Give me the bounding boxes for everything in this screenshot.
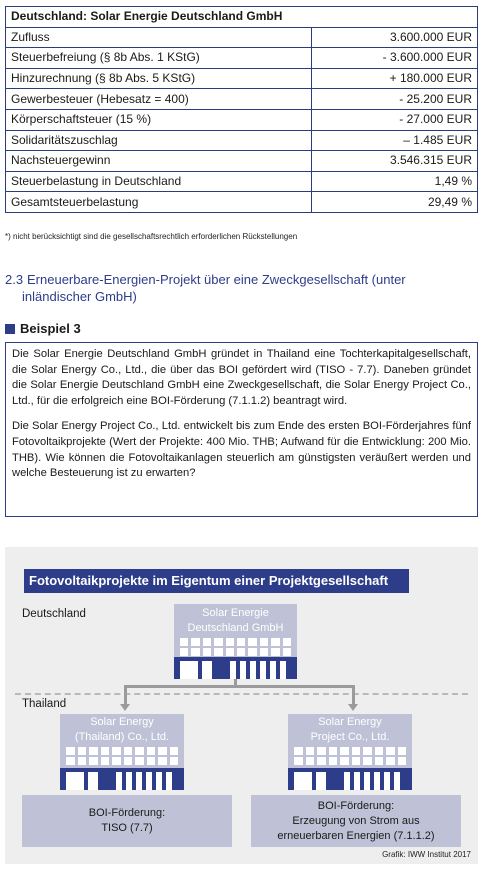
- section-title: [5, 271, 475, 305]
- row-value: - 3.600.000 EUR: [312, 48, 478, 69]
- row-label: Nachsteuergewinn: [6, 151, 312, 172]
- boi-left-line1: BOI-Förderung:: [88, 807, 166, 819]
- table-row: [6, 130, 478, 151]
- example-heading-text: Beispiel 3: [20, 321, 81, 336]
- row-label: Körperschaftsteuer (15 %): [6, 109, 312, 130]
- row-label: Gesamtsteuerbelastung: [6, 192, 312, 213]
- connector-line: [124, 685, 354, 688]
- arrow-down-icon: [120, 704, 130, 711]
- table-row: [6, 68, 478, 89]
- country-label-germany: Deutschland: [22, 608, 86, 620]
- example-heading: [5, 321, 81, 336]
- boi-box-left: [22, 795, 232, 847]
- boi-box-right: [251, 795, 461, 847]
- row-label: Zufluss: [6, 27, 312, 48]
- table-row: [6, 27, 478, 48]
- row-value: - 27.000 EUR: [312, 109, 478, 130]
- parent-company-name-2: Deutschland GmbH: [187, 622, 284, 634]
- table-header-row: [6, 7, 478, 28]
- row-value: – 1.485 EUR: [312, 130, 478, 151]
- section-title-line2: inländischer GmbH): [22, 289, 137, 304]
- building-base: [288, 768, 412, 790]
- row-value: - 25.200 EUR: [312, 89, 478, 110]
- example-paragraph-1: Die Solar Energie Deutschland GmbH gründet in Thailand eine Tochterkapitalgesellschaft, die Solar Energy Co., Ltd., die über das BOI gefördert wird (TISO - 7.7). Daneben gründet die Solar Energie Deutschland GmbH eine Zweckgesellschaft, die Solar Energy Project Co., Ltd., für die erfolgreich eine BOI-Förderung (7.1.1.2) beantragt wird.: [12, 348, 471, 407]
- row-label: Solidaritätszuschlag: [6, 130, 312, 151]
- boi-right-line2: Erzeugung von Strom aus: [292, 814, 420, 827]
- subsidiary-left-building-icon: [60, 714, 184, 790]
- boi-left-line2: TISO (7.7): [101, 822, 153, 834]
- diagram-title: Fotovoltaikprojekte im Eigentum einer Projektgesellschaft: [24, 569, 409, 593]
- table-row: [6, 171, 478, 192]
- footnote: *) nicht berücksichtigt sind die gesellschaftsrechtlich erforderlichen Rückstellungen: [5, 232, 298, 241]
- table-row: [6, 48, 478, 69]
- table-row: [6, 151, 478, 172]
- row-label: Steuerbelastung in Deutschland: [6, 171, 312, 192]
- building-base: [60, 768, 184, 790]
- example-box: [5, 342, 478, 517]
- subsidiary-right-name-2: Project Co., Ltd.: [310, 731, 390, 743]
- row-value: 3.546.315 EUR: [312, 151, 478, 172]
- windows: [180, 638, 291, 656]
- row-label: Steuerbefreiung (§ 8b Abs. 1 KStG): [6, 48, 312, 69]
- table-header: Deutschland: Solar Energie Deutschland GmbH: [6, 7, 478, 28]
- boi-right-line1: BOI-Förderung:: [317, 799, 395, 812]
- table-row: [6, 109, 478, 130]
- square-bullet-icon: [5, 324, 15, 334]
- windows: [66, 747, 178, 765]
- diagram-credit: Grafik: IWW Institut 2017: [382, 850, 471, 859]
- connector-line: [124, 685, 127, 705]
- arrow-down-icon: [348, 704, 358, 711]
- boi-right-line3: erneuerbaren Energien (7.1.1.2): [277, 829, 435, 842]
- connector-line: [352, 685, 355, 705]
- windows: [294, 747, 406, 765]
- parent-company-name-1: Solar Energie: [202, 607, 269, 619]
- tax-table: [5, 6, 478, 213]
- table-row: [6, 89, 478, 110]
- row-label: Gewerbesteuer (Hebesatz = 400): [6, 89, 312, 110]
- structure-diagram: [5, 547, 478, 864]
- section-title-line1: Erneuerbare-Energien-Projekt über eine Zweckgesellschaft (unter: [27, 272, 406, 287]
- border-divider: [15, 693, 468, 695]
- section-number: 2.3: [5, 272, 24, 287]
- building-base: [174, 657, 297, 679]
- subsidiary-left-name-2: (Thailand) Co., Ltd.: [74, 731, 170, 743]
- row-value: 1,49 %: [312, 171, 478, 192]
- country-label-thailand: Thailand: [22, 698, 67, 710]
- subsidiary-right-building-icon: [288, 714, 412, 790]
- table-row: [6, 192, 478, 213]
- subsidiary-left-name-1: Solar Energy: [90, 716, 154, 728]
- row-value: 3.600.000 EUR: [312, 27, 478, 48]
- row-label: Hinzurechnung (§ 8b Abs. 5 KStG): [6, 68, 312, 89]
- example-paragraph-2: Die Solar Energy Project Co., Ltd. entwickelt bis zum Ende des ersten BOI-Förderjahres fünf Fotovoltaikprojekte (Wert der Projekte: 400 Mio. THB; Aufwand für die Entwicklung: 200 Mio. THB). Wie können die Fotovoltaikanlagen steuerlich am günstigsten veräußert werden und welche Besteuerung ist zu erwarten?: [12, 420, 471, 480]
- subsidiary-right-name-1: Solar Energy: [318, 716, 382, 728]
- row-value: 29,49 %: [312, 192, 478, 213]
- row-value: + 180.000 EUR: [312, 68, 478, 89]
- parent-company-building-icon: [174, 604, 297, 679]
